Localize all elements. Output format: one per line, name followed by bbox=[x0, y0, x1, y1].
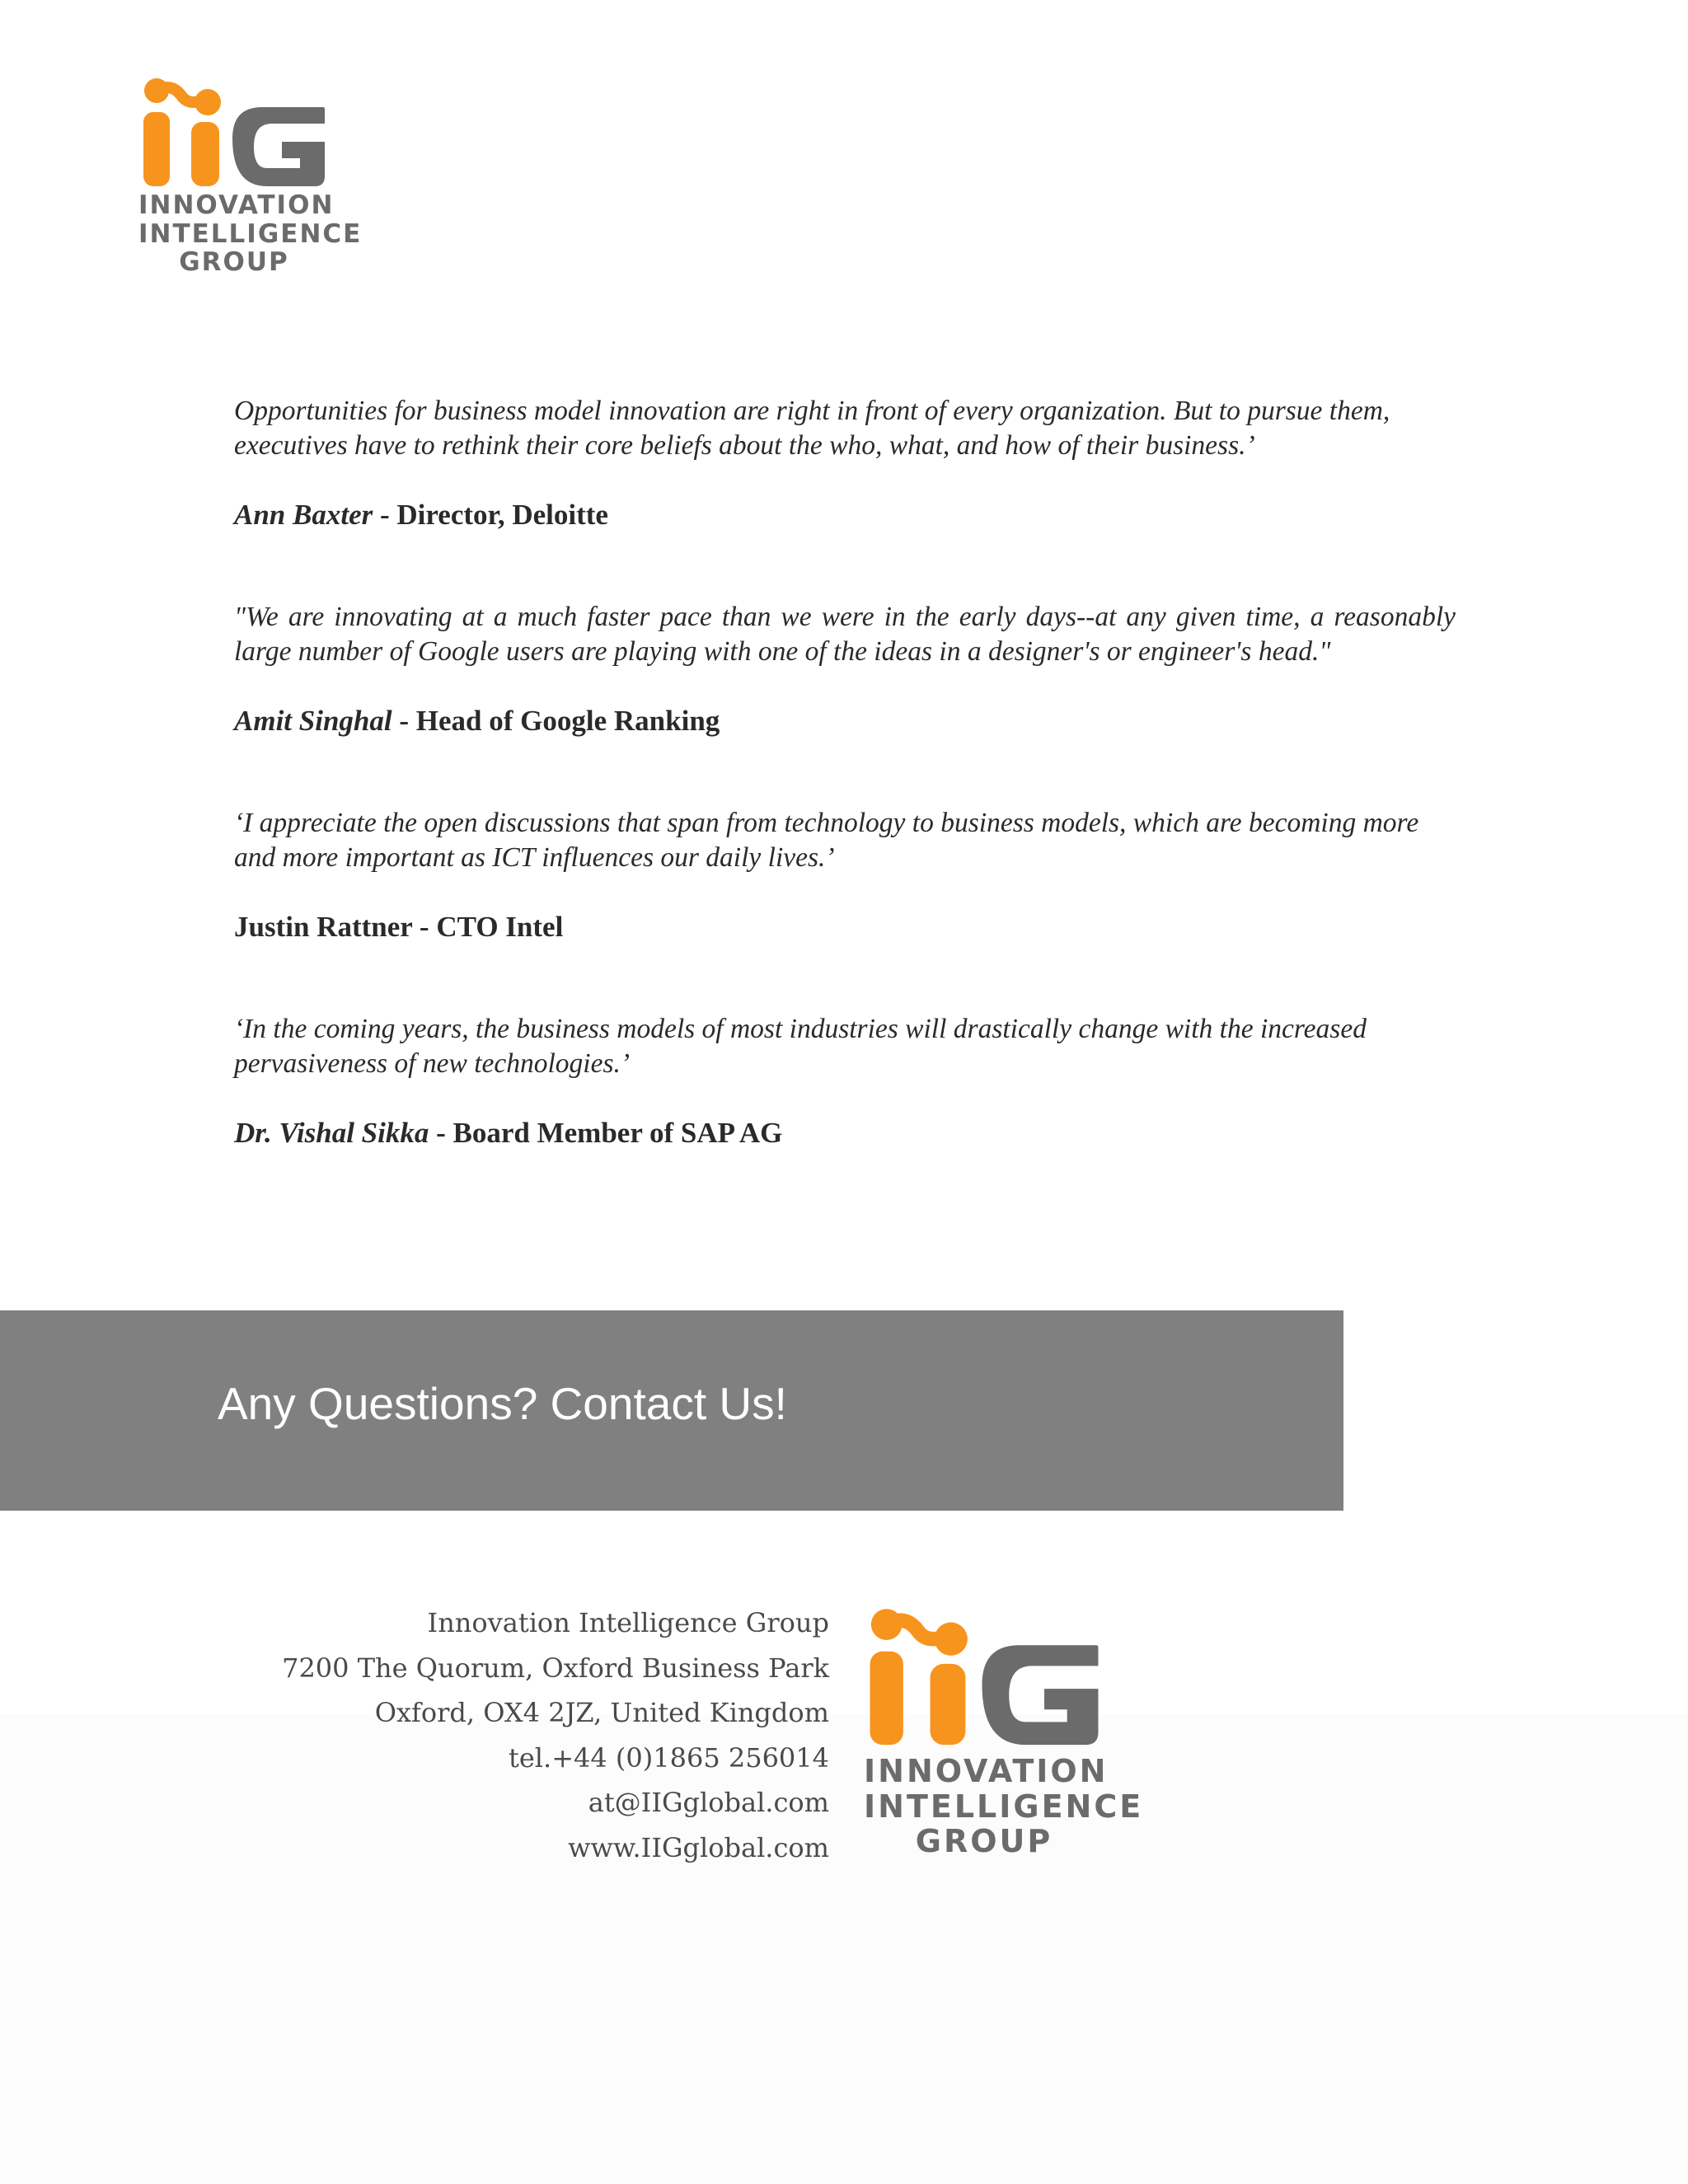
quote-author-title: Justin Rattner - CTO Intel bbox=[234, 911, 564, 943]
quote-attribution bbox=[234, 498, 1456, 532]
testimonial bbox=[234, 394, 1456, 532]
logo-text bbox=[138, 190, 363, 278]
testimonial bbox=[234, 806, 1456, 944]
quote-text: ‘I appreciate the open discussions that span from technology to business models, which are becoming more and more important as ICT influences our daily lives.’ bbox=[234, 808, 1419, 873]
testimonial bbox=[234, 1012, 1456, 1151]
logo-line: INTELLIGENCE bbox=[864, 1788, 1144, 1825]
logo-line: INTELLIGENCE bbox=[138, 218, 363, 249]
contact-heading: Any Questions? Contact Us! bbox=[218, 1378, 787, 1429]
quote-attribution bbox=[234, 910, 1456, 944]
quote-author: Amit Singhal bbox=[234, 705, 392, 737]
email-link[interactable]: at@IIGglobal.com bbox=[588, 1787, 829, 1818]
company-logo-footer bbox=[864, 1605, 1144, 1860]
quote-attribution bbox=[234, 704, 1456, 738]
testimonial bbox=[234, 600, 1456, 738]
phone-number: tel.+44 (0)1865 256014 bbox=[509, 1741, 829, 1774]
logo-line: INNOVATION bbox=[138, 190, 335, 220]
website-link[interactable]: www.IIGglobal.com bbox=[568, 1831, 829, 1863]
iig-logo-mark-icon bbox=[864, 1605, 1104, 1747]
city-address: Oxford, OX4 2JZ, United Kingdom bbox=[374, 1697, 829, 1728]
quote-text: Opportunities for business model innovation are right in front of every organization. But to pursue them, executives have to rethink their core beliefs about the who, what, and how of their business.’ bbox=[234, 396, 1390, 461]
logo-line: GROUP bbox=[179, 247, 289, 278]
contact-banner bbox=[0, 1310, 1343, 1511]
quote-text: "We are innovating at a much faster pace than we were in the early days--at any given time, a reasonably large number of Google users are playing with one of the ideas in a designer's or engineer's head." bbox=[234, 602, 1456, 667]
quote-attribution bbox=[234, 1116, 1456, 1151]
quote-author-title: - Director, Deloitte bbox=[373, 499, 608, 531]
quote-author: Ann Baxter bbox=[234, 499, 373, 531]
contact-address bbox=[247, 1601, 829, 1870]
quote-author-title: - Board Member of SAP AG bbox=[429, 1117, 783, 1149]
testimonials-section bbox=[234, 394, 1456, 1218]
company-logo bbox=[138, 76, 363, 278]
quote-author: Dr. Vishal Sikka bbox=[234, 1117, 429, 1149]
street-address: 7200 The Quorum, Oxford Business Park bbox=[282, 1652, 829, 1684]
iig-logo-mark-icon bbox=[138, 76, 330, 188]
quote-text: ‘In the coming years, the business models of most industries will drastically change with the increased pervasiveness of new technologies.’ bbox=[234, 1014, 1367, 1079]
logo-text bbox=[864, 1753, 1144, 1860]
company-name: Innovation Intelligence Group bbox=[427, 1607, 829, 1638]
logo-line: INNOVATION bbox=[864, 1753, 1109, 1789]
quote-author-title: - Head of Google Ranking bbox=[392, 705, 720, 737]
logo-line: GROUP bbox=[915, 1823, 1053, 1860]
